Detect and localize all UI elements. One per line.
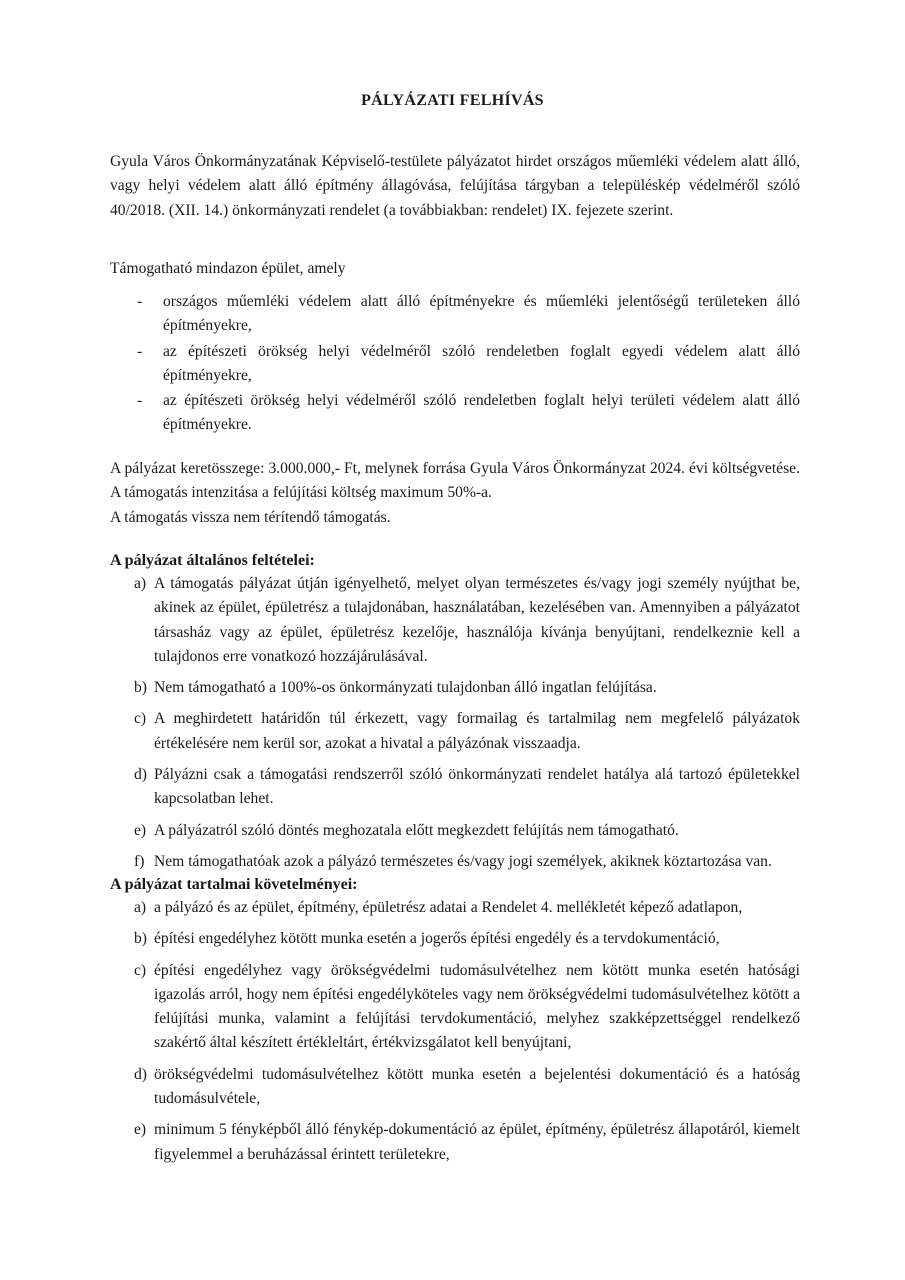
general-conditions-heading: A pályázat általános feltételei:	[110, 552, 315, 569]
list-item-text: minimum 5 fényképből álló fénykép-dokumentáció az épület, építmény, épületrész állapotáról, kiemelt figyelemmel a beruházással érintett területekre,	[154, 1121, 800, 1163]
item-marker: a)	[134, 899, 147, 916]
dash-marker: -	[137, 392, 143, 410]
list-item	[110, 340, 800, 389]
item-marker: e)	[134, 821, 147, 839]
list-item-text: Nem támogathatóak azok a pályázó természetes és/vagy jogi személyek, akiknek köztartozása van.	[154, 852, 772, 870]
list-item	[110, 572, 800, 669]
list-item	[110, 676, 800, 700]
list-item	[110, 896, 800, 920]
item-marker: c)	[134, 710, 147, 728]
list-item-text: építési engedélyhez vagy örökségvédelmi tudomásulvételhez nem kötött munka esetén hatósági igazolás arról, hogy nem építési engedélyköteles vagy nem örökségvédelmi tudomásulvételhez kötött a felújítási munka, valamint a felújítási tervdokumentáció, melyhez szakképzettséggel rendelkező szakértő által készített értékleltárt, értékvizsgálatot kell benyújtani,	[154, 961, 800, 1052]
list-item-text: A meghirdetett határidőn túl érkezett, vagy formailag és tartalmilag nem megfelelő pályázatok értékelésére nem kerül sor, azokat a hivatal a pályázónak visszaadja.	[154, 710, 800, 752]
list-item	[110, 763, 800, 812]
list-item-text: az építészeti örökség helyi védelméről szóló rendeletben foglalt egyedi védelem alatt álló építményekre,	[163, 342, 800, 384]
dash-marker: -	[137, 342, 143, 360]
non-refundable-text: A támogatás vissza nem térítendő támogatás.	[110, 508, 391, 526]
list-item-text: A pályázatról szóló döntés meghozatala előtt megkezdett felújítás nem támogatható.	[154, 821, 679, 839]
item-marker: f)	[134, 852, 145, 870]
budget-text: A pályázat keretösszege: 3.000.000,- Ft, melynek forrása Gyula Város Önkormányzat 2024. évi költségvetése. A támogatás intenzitása a felújítási költség maximum 50%-a.	[110, 460, 800, 502]
eligible-intro	[110, 257, 800, 281]
list-item-text: az építészeti örökség helyi védelméről szóló rendeletben foglalt helyi területi védelem alatt álló építményekre.	[163, 392, 800, 434]
list-item-text: A támogatás pályázat útján igényelhető, melyet olyan természetes és/vagy jogi személy nyújthat be, akinek az épület, épületrész a tulajdonában, használatában, kezelésében van. Amennyiben a pályázatot társasház vagy az épület, épületrész kezelője, használója kívánja benyújtani, rendelkeznie kell a tulajdonos erre vonatkozó hozzájárulásával.	[154, 575, 800, 665]
content-requirements-heading: A pályázat tartalmai követelményei:	[110, 876, 358, 893]
list-item-text: Nem támogatható a 100%-os önkormányzati tulajdonban álló ingatlan felújítása.	[154, 679, 657, 697]
list-item	[110, 290, 800, 339]
list-item	[110, 707, 800, 756]
item-marker: d)	[134, 1065, 147, 1083]
dash-marker: -	[137, 293, 143, 310]
item-marker: b)	[134, 930, 147, 948]
list-item-text: Pályázni csak a támogatási rendszerről szóló önkormányzati rendelet hatálya alá tartozó épületekkel kapcsolatban lehet.	[154, 766, 800, 808]
list-item	[110, 927, 800, 951]
item-marker: e)	[134, 1121, 147, 1139]
intro-text: Gyula Város Önkormányzatának Képviselő-testülete pályázatot hirdet országos műemléki védelem alatt álló, vagy helyi védelem alatt álló építmény állagóvása, felújítása tárgyban a településkép védelméről szóló 40/2018. (XII. 14.) önkormányzati rendelet (a továbbiakban: rendelet) IX. fejezete szerint.	[110, 153, 800, 219]
general-conditions-list	[110, 572, 800, 881]
eligible-intro-text: Támogatható mindazon épület, amely	[110, 260, 346, 277]
item-marker: c)	[134, 961, 147, 979]
list-item	[110, 389, 800, 438]
list-item	[110, 850, 800, 874]
eligible-list	[110, 290, 800, 439]
list-item-text: építési engedélyhez kötött munka esetén a jogerős építési engedély és a tervdokumentáció,	[154, 930, 720, 948]
list-item	[110, 1118, 800, 1167]
document-title: PÁLYÁZATI FELHÍVÁS	[361, 92, 544, 109]
list-item	[110, 959, 800, 1056]
content-requirements-list	[110, 896, 800, 1174]
item-marker: b)	[134, 679, 147, 697]
budget-paragraph	[110, 457, 800, 530]
item-marker: d)	[134, 766, 147, 784]
intro-paragraph	[110, 150, 800, 223]
list-item-text: országos műemléki védelem alatt álló építményekre és műemléki jelentőségű területeken álló építményekre,	[163, 293, 800, 335]
item-marker: a)	[134, 575, 147, 592]
list-item-text: a pályázó és az épület, építmény, épületrész adatai a Rendelet 4. mellékletét képező adatlapon,	[154, 899, 743, 916]
list-item	[110, 819, 800, 843]
list-item	[110, 1063, 800, 1112]
list-item-text: örökségvédelmi tudomásulvételhez kötött munka esetén a bejelentési dokumentáció és a hatóság tudomásulvétele,	[154, 1065, 800, 1108]
